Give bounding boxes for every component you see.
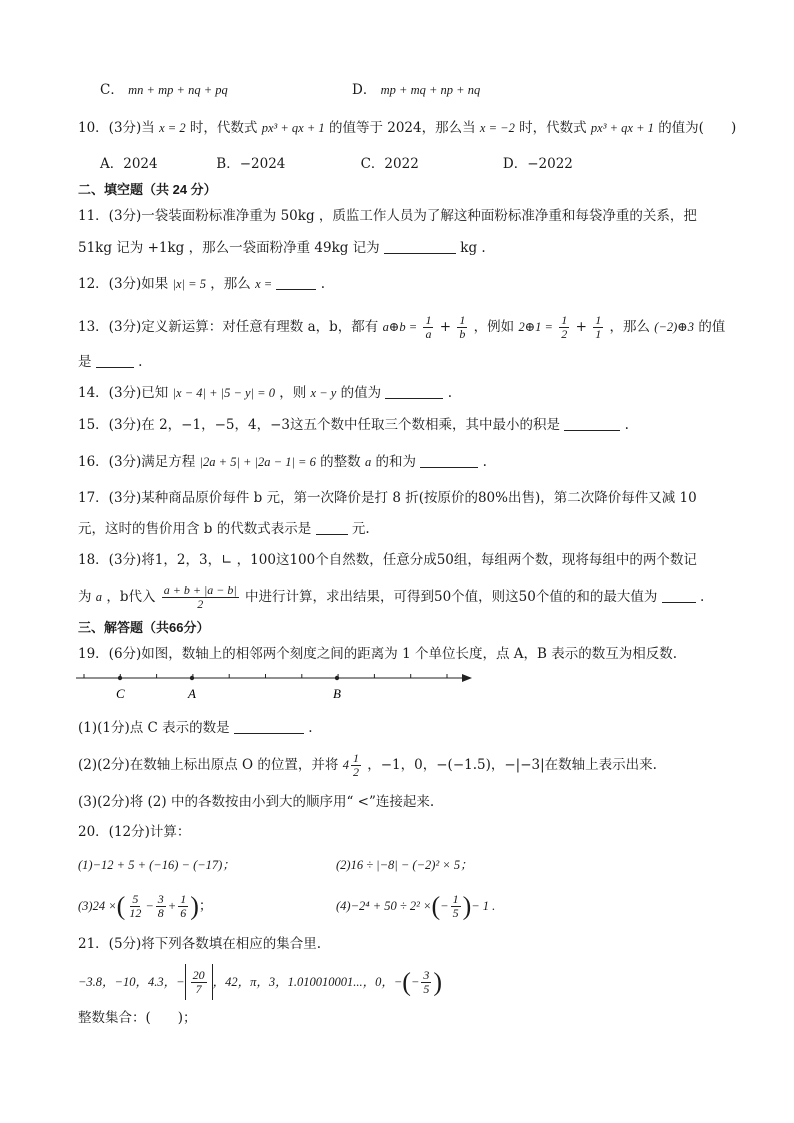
q13-answer-blank[interactable]	[96, 353, 134, 368]
q21-stem: 21．(5分)将下列各数填在相应的集合里.	[78, 936, 322, 952]
q13-frac-1b-num: 1	[459, 313, 466, 327]
q13-ex2: 2⊕1 =	[518, 320, 553, 334]
q19-part3: (3)(2分)将 (2) 中的各数按由小到大的顺序用“ <”连接起来.	[78, 794, 435, 810]
q12-b: ，那么	[210, 276, 251, 292]
q9-option-c: mn + mp + nq + pq	[128, 83, 228, 97]
q10-expr2: px³ + qx + 1	[590, 121, 654, 135]
q13-frac-one	[593, 314, 603, 341]
q20-e3a: (3)24 ×	[78, 899, 117, 913]
point-b-label: B	[333, 686, 341, 701]
q18-line1: 18．(3分)将1，2，3，∟ ，100这100个自然数，任意分成50组，每组两个数，现将每组中的两个数记	[78, 552, 697, 568]
q11-answer-blank[interactable]	[384, 239, 456, 254]
q9-option-c-label: C．	[100, 82, 124, 98]
q20-expr4	[336, 888, 495, 925]
q16-e: .	[482, 454, 487, 470]
q13-line2	[78, 352, 142, 372]
point-a-label: A	[188, 686, 196, 701]
q19-p2-frac-num: 1	[352, 751, 359, 765]
q10-cond2: x = −2	[479, 121, 515, 135]
q20-e3-f3-num: 1	[180, 892, 187, 906]
q13-line2-text: 是	[78, 354, 92, 370]
q16-b: 的整数	[320, 454, 361, 470]
point-b-dot	[335, 676, 339, 680]
q17-line2a: 元，这时的售价用含 b 的代数式表示是	[78, 521, 312, 537]
q11-line2	[78, 238, 486, 258]
q19-p2-frac-den: 2	[352, 765, 359, 779]
q14	[78, 383, 452, 403]
q20-e4-minus: −	[440, 899, 449, 913]
q20-e3-plus: +	[167, 899, 177, 913]
q14-expr: |x − 4| + |5 − y| = 0	[172, 386, 275, 400]
q13-frac-one-num: 1	[595, 313, 602, 327]
q19-stem: 19．(6分)如图，数轴上的相邻两个刻度之间的距离为 1 个单位长度，点 A，B 表示的数互为相反数.	[78, 646, 678, 662]
q14-b: ，则	[279, 385, 307, 401]
q11-line2b: kg .	[460, 240, 486, 256]
q20-e4-frac	[451, 893, 461, 920]
q13-ex: ，例如	[473, 319, 515, 335]
q10-options	[100, 154, 573, 174]
q10-stem	[78, 118, 736, 138]
q10-option-c: C．2022	[360, 156, 419, 172]
q14-e: .	[447, 385, 453, 401]
q12	[78, 274, 325, 294]
q20-e2: (2)16 ÷ |−8| − (−2)² × 5；	[336, 858, 473, 872]
q13-frac-1b	[457, 314, 467, 341]
q20-e3-f1-num: 5	[132, 892, 139, 906]
q20-e1: (1)−12 + 5 + (−16) − (−17)；	[78, 858, 235, 872]
q16-a: 16．(3分)满足方程	[78, 454, 196, 470]
point-a-dot	[190, 676, 194, 680]
q13-frac-half-den: 2	[561, 327, 568, 341]
q13-frac-half	[559, 314, 569, 341]
q18-frac	[162, 584, 239, 611]
q13-frac-1a	[423, 314, 433, 341]
q20-expr3	[78, 888, 212, 925]
q19-p2-rest: ，−1，0，−(−1.5)，−|−3|在数轴上表示出来.	[367, 757, 657, 773]
q20-e4-frac-den: 5	[452, 906, 459, 920]
q13-frac-half-num: 1	[561, 313, 568, 327]
q12-d: .	[320, 276, 326, 292]
q17-line2b: 元.	[351, 521, 370, 537]
number-line-arrow	[462, 674, 472, 682]
number-line-ticks	[84, 674, 447, 678]
q19-p2-whole: 4	[342, 758, 349, 772]
q10-mid1: 时，代数式	[189, 120, 258, 136]
q10-option-b: B．−2024	[216, 156, 286, 172]
q15-text: 15．(3分)在 2，−1，−5，4，−3这五个数中任取三个数相乘，其中最小的积是	[78, 417, 560, 433]
q10-option-a: A．2024	[100, 156, 158, 172]
q13-frac-1b-den: b	[459, 327, 466, 341]
q21-abs-num: 20	[192, 968, 205, 982]
q20-e3-minus: −	[145, 899, 154, 913]
q20-e4a: (4)−2⁴ + 50 ÷ 2² ×	[336, 899, 432, 913]
q20-e3-f1-den: 12	[129, 906, 142, 920]
q20-e4-end: − 1 .	[471, 899, 496, 913]
q18-answer-blank[interactable]	[662, 588, 696, 603]
q17-line2	[78, 519, 370, 539]
q14-c: x − y	[310, 386, 337, 400]
q21-numbers-b: ，42，π，3，1.010010001...，0，−	[212, 975, 403, 989]
q16-d: 的和为	[375, 454, 416, 470]
point-c-label: C	[116, 686, 125, 701]
q9-option-d-label: D．	[352, 82, 377, 98]
q11-line1: 11．(3分)一袋装面粉标准净重为 50kg ，质监工作人员为了解这种面粉标准净重和每袋净重的关系，把	[78, 208, 697, 224]
q15-answer-blank[interactable]	[564, 416, 620, 431]
q21-last-den: 5	[423, 982, 430, 996]
q20-e3-f2-den: 8	[157, 906, 164, 920]
q20-e3-f3	[178, 893, 188, 920]
q10-mid3: 时，代数式	[519, 120, 587, 136]
q21-inner-minus: −	[410, 975, 420, 989]
q20-expr2	[336, 855, 473, 875]
q18-frac-num: a + b + |a − b|	[163, 583, 237, 597]
q20-e3-lparen: (	[116, 891, 126, 921]
q20-stem: 20．(12分)计算：	[78, 824, 191, 840]
q10-option-d: D．−2022	[502, 156, 573, 172]
q19-p2-frac	[351, 752, 361, 779]
q13-plus-2: +	[575, 319, 587, 335]
q12-expr: |x| = 5	[172, 277, 206, 291]
q20-e3-end: ；	[198, 898, 213, 914]
q18-a-var: a	[95, 590, 103, 604]
q18-l2c: 中进行计算，求出结果，可得到50个值，则这50个值的和的最大值为	[244, 589, 658, 605]
q13-end: ，那么	[609, 319, 650, 335]
q20-e3-rparen: )	[190, 891, 199, 921]
q14-a: 14．(3分)已知	[78, 385, 169, 401]
q18-line2	[78, 584, 704, 611]
q10-mid2: 的值等于 2024，那么当	[328, 120, 476, 136]
q21-abs-den: 7	[195, 982, 202, 996]
q21-rparen: )	[433, 967, 443, 997]
q20-e4-frac-num: 1	[452, 892, 459, 906]
q21-integer-set[interactable]: 整数集合：( )；	[78, 1010, 197, 1026]
q21-last-frac	[421, 969, 431, 996]
q11-line2a: 51kg 记为 +1kg ，那么一袋面粉净重 49kg 记为	[78, 240, 380, 256]
q9-option-d: mp + mq + np + nq	[380, 83, 481, 97]
q14-d: 的值为	[340, 385, 382, 401]
q9-options	[100, 80, 228, 100]
q13-tail: 的值	[698, 319, 726, 335]
q21-lparen: (	[402, 967, 411, 997]
q10-suffix: 的值为( )	[658, 120, 737, 136]
q20-e3-f2	[156, 893, 166, 920]
q19-p1-end: .	[308, 720, 313, 736]
q15	[78, 415, 629, 435]
q16-expr: |2a + 5| + |2a − 1| = 6	[199, 455, 316, 469]
q13-frac-1a-den: a	[425, 327, 432, 341]
q10-cond1: x = 2	[159, 121, 186, 135]
q14-answer-blank[interactable]	[385, 384, 443, 399]
q10-prefix: 10．(3分)当	[78, 120, 155, 136]
point-c-dot	[118, 676, 122, 680]
q21-numbers-a: −3.8，−10，4.3，−	[78, 975, 185, 989]
q20-expr1	[78, 855, 235, 875]
q21-numbers	[78, 964, 442, 1001]
q16-answer-blank[interactable]	[420, 453, 478, 468]
q15-end: .	[624, 417, 629, 433]
q17-line1: 17．(3分)某种商品原价每件 b 元，第一次降价是打 8 折(按原价的80%出售)，第二次降价每件又减 10	[78, 490, 697, 506]
q12-a: 12．(3分)如果	[78, 276, 169, 292]
q19-part2	[78, 752, 657, 779]
q21-abs	[185, 964, 213, 1000]
q12-c: x =	[255, 277, 273, 291]
q16-c: a	[364, 455, 372, 469]
q13-plus: +	[439, 319, 452, 335]
q20-e4-lparen: (	[431, 891, 441, 921]
q19-p1-blank[interactable]	[234, 719, 304, 734]
section-solutions-title: 三、解答题（共66分）	[78, 620, 210, 635]
q13-dot: .	[138, 354, 143, 370]
q21-last-num: 3	[423, 968, 430, 982]
q20-e3-f2-num: 3	[157, 892, 164, 906]
number-line	[74, 668, 478, 702]
q17-answer-blank[interactable]	[316, 520, 348, 535]
q18-l2a: 为	[78, 589, 92, 605]
q21-abs-frac	[191, 969, 207, 996]
q13-a: 13．(3分)定义新运算：对任意有理数 a，b，都有	[78, 319, 379, 335]
q13-frac-one-den: 1	[595, 327, 602, 341]
q20-e3-f1	[127, 893, 143, 920]
q10-expr1: px³ + qx + 1	[261, 121, 325, 135]
section-fill-in-title: 二、填空题（共 24 分）	[78, 182, 217, 197]
q18-frac-den: 2	[197, 597, 204, 611]
q13-line1	[78, 314, 725, 341]
q19-part1	[78, 718, 313, 738]
q20-e3-f3-den: 6	[180, 906, 187, 920]
q18-end: .	[699, 589, 705, 605]
q12-answer-blank[interactable]	[276, 275, 316, 290]
q16	[78, 452, 487, 472]
q13-def: a⊕b =	[382, 320, 418, 334]
q18-l2b: ，b代入	[106, 589, 156, 605]
q9-option-d-wrap	[352, 80, 480, 100]
q19-p2-text: (2)(2分)在数轴上标出原点 O 的位置，并将	[78, 757, 339, 773]
q19-p1-text: (1)(1分)点 C 表示的数是	[78, 720, 230, 736]
q13-frac-1a-num: 1	[425, 313, 432, 327]
q13-ask: (−2)⊕3	[654, 320, 695, 334]
q20-e4-rparen: )	[462, 891, 472, 921]
